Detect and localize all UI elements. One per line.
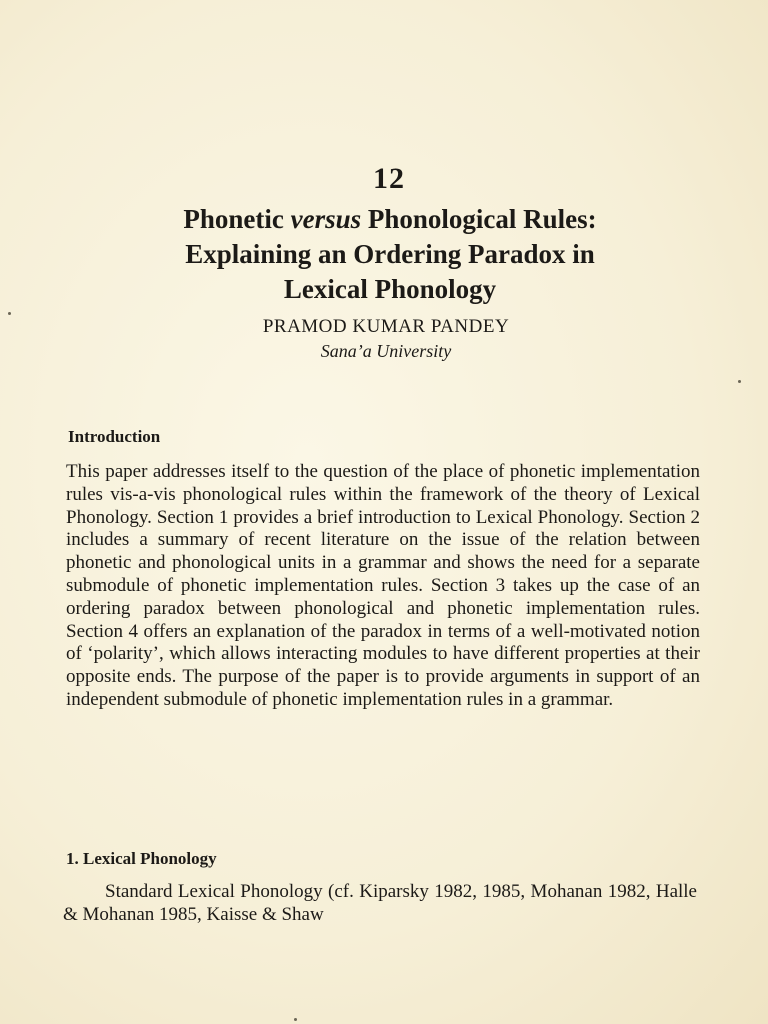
chapter-number: 12	[373, 162, 405, 195]
chapter-title-line-3: Lexical Phonology	[283, 274, 497, 304]
scan-speck	[8, 312, 11, 315]
introduction-heading: Introduction	[68, 427, 161, 446]
scan-speck	[294, 1018, 297, 1021]
chapter-title-line-1	[70, 202, 710, 237]
lexical-phonology-heading: 1. Lexical Phonology	[66, 849, 217, 868]
introduction-paragraph: This paper addresses itself to the question of the place of phonetic implementation rules vis-a-vis phonological rules within the framework of the theory of Lexical Phonology. Section 1 provides a brief introduction to Lexical Phonology. Section 2 includes a summary of recent literature on the issue of the relation between phonetic and phonological units in a grammar and shows the need for a separate submodule of phonetic implementation rules. Section 3 takes up the case of an ordering paradox between phonological and phonetic implementation rules. Section 4 offers an explanation of the paradox in terms of a well-motivated notion of ‘polarity’, which allows interacting modules to have different properties at their opposite ends. The purpose of the paper is to provide arguments in support of an independent submodule of phonetic implementation rules in a grammar.	[66, 461, 700, 710]
lexical-phonology-paragraph: Standard Lexical Phonology (cf. Kiparsky 1982, 1985, Mohanan 1982, Halle & Mohanan 1985, Kaisse & Shaw	[63, 881, 697, 925]
chapter-title-text: Phonetic	[183, 204, 291, 234]
author-affiliation: Sana’a University	[320, 341, 452, 361]
chapter-title	[70, 202, 710, 307]
chapter-title-italic: versus	[290, 204, 362, 234]
scan-speck	[738, 380, 741, 383]
chapter-title-line-2: Explaining an Ordering Paradox in	[185, 239, 595, 269]
author-name: PRAMOD KUMAR PANDEY	[262, 316, 510, 337]
chapter-title-text: Phonological Rules:	[361, 204, 597, 234]
